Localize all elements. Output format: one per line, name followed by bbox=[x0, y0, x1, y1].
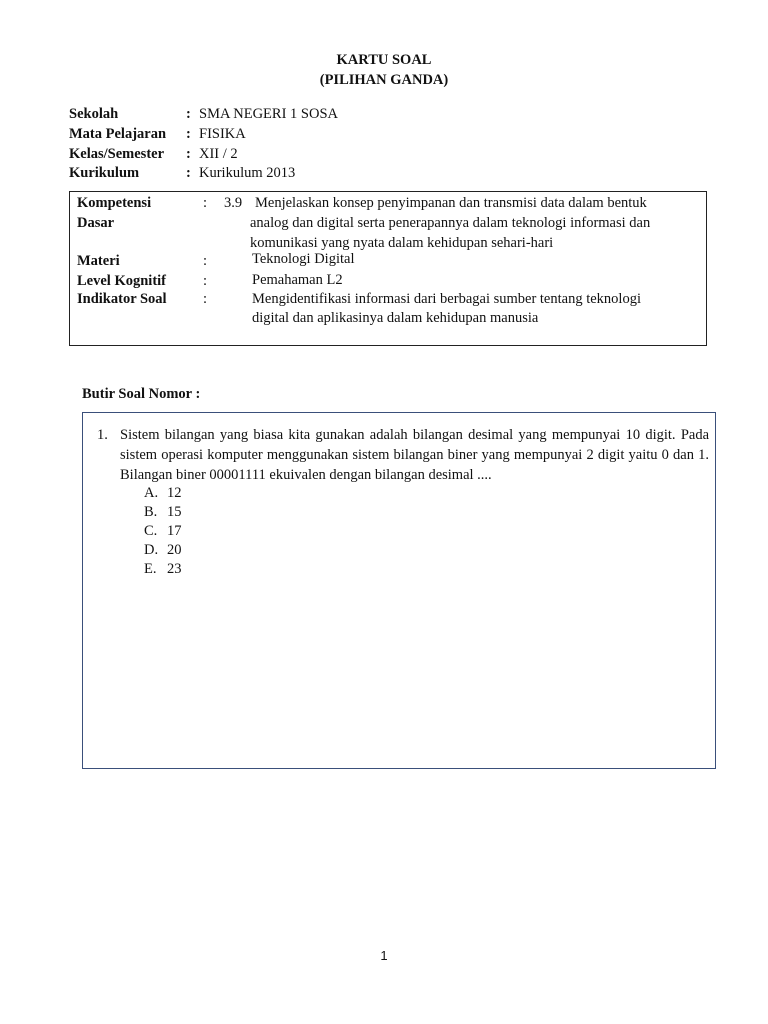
level-kognitif-label: Level Kognitif bbox=[77, 273, 167, 289]
indikator-text-line-1: Mengidentifikasi informasi dari berbagai sumber tentang teknologi bbox=[252, 291, 641, 307]
kompetensi-box bbox=[69, 191, 707, 346]
subject-label: Mata Pelajaran bbox=[69, 126, 167, 142]
kompetensi-code: 3.9 bbox=[224, 195, 243, 211]
school-value: SMA NEGERI 1 SOSA bbox=[199, 106, 338, 122]
option-b-value: 15 bbox=[167, 504, 182, 520]
option-c-letter: C. bbox=[144, 523, 158, 539]
class-semester-value: XII / 2 bbox=[199, 146, 238, 162]
subject-value: FISIKA bbox=[199, 126, 246, 142]
butir-soal-label: Butir Soal Nomor : bbox=[82, 386, 201, 402]
kompetensi-label: Kompetensi bbox=[77, 195, 152, 211]
indikator-colon: : bbox=[203, 291, 208, 307]
card-subtitle: (PILIHAN GANDA) bbox=[319, 72, 449, 88]
materi-label: Materi bbox=[77, 253, 120, 269]
option-d-value: 20 bbox=[167, 542, 182, 558]
indikator-text-line-2: digital dan aplikasinya dalam kehidupan manusia bbox=[252, 310, 539, 326]
option-a-letter: A. bbox=[144, 485, 159, 501]
option-e-letter: E. bbox=[144, 561, 157, 577]
option-e-value: 23 bbox=[167, 561, 182, 577]
indikator-label: Indikator Soal bbox=[77, 291, 167, 307]
kompetensi-colon: : bbox=[203, 195, 208, 211]
materi-value: Teknologi Digital bbox=[252, 251, 355, 267]
question-box bbox=[82, 412, 716, 769]
level-kognitif-value: Pemahaman L2 bbox=[252, 272, 343, 288]
class-semester-label: Kelas/Semester bbox=[69, 146, 165, 162]
option-a-value: 12 bbox=[167, 485, 182, 501]
kompetensi-text-line-1: Menjelaskan konsep penyimpanan dan transmisi data dalam bentuk bbox=[255, 195, 647, 211]
curriculum-colon: : bbox=[186, 165, 191, 181]
card-title: KARTU SOAL bbox=[336, 52, 432, 68]
curriculum-value: Kurikulum 2013 bbox=[199, 165, 296, 181]
curriculum-label: Kurikulum bbox=[69, 165, 140, 181]
question-number: 1. bbox=[97, 427, 108, 443]
subject-colon: : bbox=[186, 126, 191, 142]
kompetensi-text-line-3: komunikasi yang nyata dalam kehidupan sehari-hari bbox=[250, 235, 554, 251]
option-c-value: 17 bbox=[167, 523, 182, 539]
kompetensi-label-dasar: Dasar bbox=[77, 215, 115, 231]
level-kognitif-colon: : bbox=[203, 273, 208, 289]
school-label: Sekolah bbox=[69, 106, 119, 122]
page-number: 1 bbox=[380, 948, 388, 963]
materi-colon: : bbox=[203, 253, 208, 269]
question-text: Sistem bilangan yang biasa kita gunakan adalah bilangan desimal yang mempunyai 10 digit. Pada sistem operasi komputer menggunakan sistem bilangan biner yang mempunyai 2 digit yaitu 0 dan 1. Bilangan biner 00001111 ekuivalen dengan bilangan desimal .... bbox=[120, 427, 709, 483]
class-semester-colon: : bbox=[186, 146, 191, 162]
option-b-letter: B. bbox=[144, 504, 158, 520]
school-colon: : bbox=[186, 106, 191, 122]
kompetensi-text-line-2: analog dan digital serta penerapannya dalam teknologi informasi dan bbox=[250, 215, 651, 231]
option-d-letter: D. bbox=[144, 542, 159, 558]
